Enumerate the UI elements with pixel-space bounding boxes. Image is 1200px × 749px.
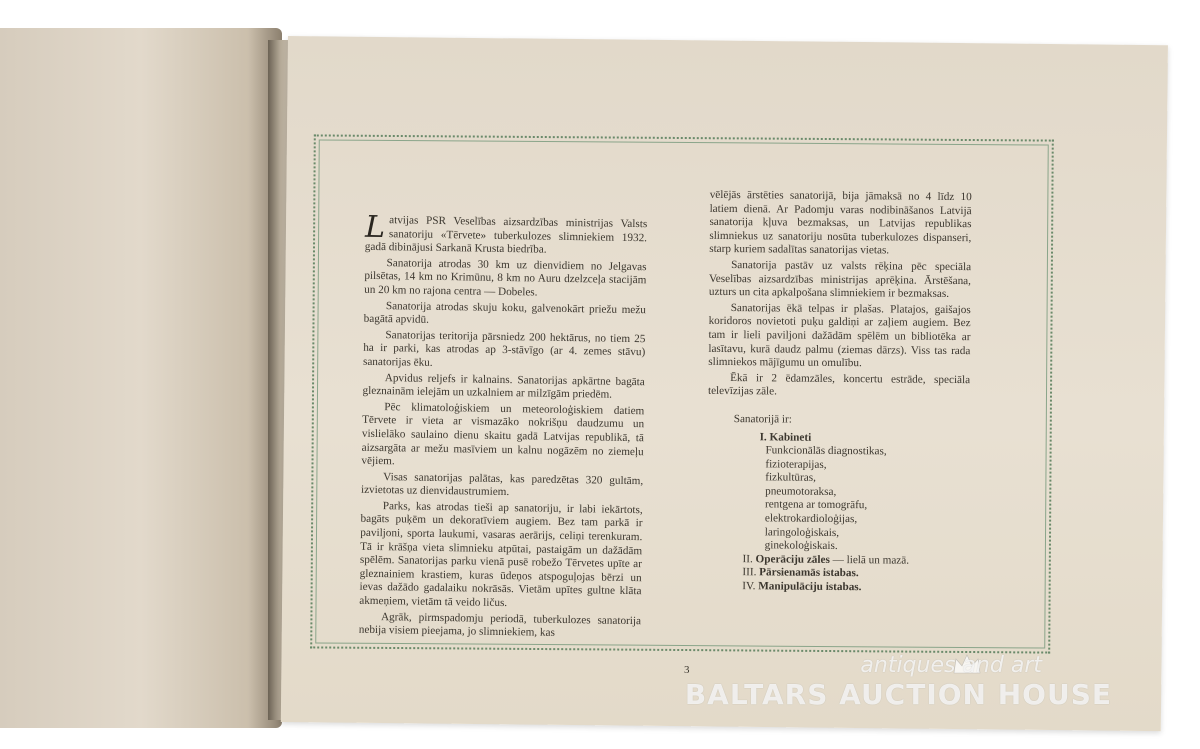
paragraph: Parks, kas atrodas tieši ap sanatoriju, ir labi iekārtots, bagāts puķēm un dekoratīviem augiem. Bez tam parkā ir paviljoni, sporta laukumi, vasaras aerārijs, celiņi terenkuram. Tā ir krāšņa vieta slimnieku atpūtai, pastaigām un dažādām spēlēm. Sanatorijas parku vienā pusē robežo Tērvetes upīte ar gleznainiem krastiem, kuras ūdeņos atspoguļojas bērzi un ievas dažādo gadalaiku nokrāsās. Vietām upītes gultne klāta akmeņiem, vietām tā veido ličus. [359, 499, 643, 610]
facilities-title: Sanatorijā ir: [733, 412, 792, 426]
right-text-column [706, 189, 972, 596]
paragraph: vēlējās ārstēties sanatorijā, bija jāmaksā no 4 līdz 10 latiem dienā. Ar Padomju varas nodibināšanos Latvijā sanatorija kļuva bezmaksas, un Latvijas republikas slimniekus uz sanatoriju nosūta tuberkulozes dispanseri, starp kuriem sadalītas sanatorijas vietas. [709, 188, 972, 257]
list-item: Funkcionālās diagnostikas, [765, 444, 887, 458]
watermark-line1: antiques and art [860, 653, 1042, 678]
paragraph: Apvidus reljefs ir kalnains. Sanatorijas apkārtne bagāta gleznainām ielejām un uzkalniem ar milzīgām priedēm. [362, 371, 645, 401]
room-item: III. Pārsienamās istabas. [742, 566, 859, 580]
cabinets-heading: I. Kabineti [759, 430, 812, 444]
room-item: IV. Manipulāciju istabas. [742, 580, 862, 594]
paragraph: Sanatorija atrodas 30 km uz dienvidiem no Jelgavas pilsētas, 14 km no Krimūnu, 8 km no Auru dzelzceļa stacijām un 20 km no rajona centra — Dobeles. [364, 256, 647, 299]
list-item: laringoloģiskais, [764, 526, 840, 539]
list-item: fizkultūras, [765, 471, 816, 485]
left-text-column [358, 209, 648, 644]
paragraph: Agrāk, pirmspadomju periodā, tuberkulozes sanatorija nebija visiem pieejama, jo slimniekiem, kas [358, 610, 642, 640]
watermark-line2: BALTARS AUCTION HOUSE [684, 678, 1112, 711]
paragraph: Sanatorijas ēkā telpas ir plašas. Platajos, gaišajos koridoros novietoti puķu galdiņi ar zaļiem augiem. Bez tam ir lieli paviljoni dažādām spēlēm un bibliotēka ar lasītavu, kurā daudz palmu (ziemas dārzs). Viss tas rada slimniekos mājīgumu un omulību. [708, 301, 971, 370]
paragraph: Latvijas PSR Veselības aizsardzības ministrijas Valsts sanatoriju «Tērvete» tuberkulozes slimniekiem 1932. gadā dibinājusi Sarkanā Krusta biedrība. [364, 209, 648, 256]
room-item: II. Operāciju zāles — lielā un mazā. [742, 553, 910, 567]
paragraph: Visas sanatorijas palātas, kas paredzētas 320 gultām, izvietotas uz dienvidaustrumiem. [360, 470, 644, 499]
page-number: 3 [684, 664, 690, 676]
list-item: rentgena ar tomogrāfu, [764, 498, 868, 512]
watermark [685, 653, 1112, 711]
paragraph: Sanatorijas teritorija pārsniedz 200 hektārus, no tiem 25 ha ir parki, kas atrodas ap 3-stāvīgo (ar 4. zemes stāvu) sanatorijas ēku. [362, 328, 646, 369]
list-item: ginekoloģiskais. [764, 539, 838, 553]
list-item: pneumotoraksa, [765, 485, 837, 498]
list-item: fizioterapijas, [765, 458, 827, 471]
cabinets-list [765, 444, 970, 555]
paragraph: Ēkā ir 2 ēdamzāles, koncertu estrāde, speciāla televīzijas zāle. [707, 371, 971, 398]
drop-cap: L [364, 209, 386, 246]
list-item: elektrokardioloģijas, [764, 512, 858, 526]
left-page [0, 28, 282, 728]
paragraph: Sanatorija pastāv uz valsts rēķina pēc speciāla Veselības aizsardzības ministrijas aprēķina. Ārstēšana, uzturs un cita apkalpošana slimniekiem ir bezmaksas. [708, 259, 972, 301]
paragraph: Pēc klimatoloģiskiem un meteoroloģiskiem datiem Tērvete ir vieta ar vismazāko nokrišņu daudzumu un vislielāko saulaino dienu skaitu gadā Latvijas republikā, tā aizsargāta ar mežu masīviem un kalnu nogāzēm no ziemeļu vējiem. [361, 400, 645, 468]
paragraph: Sanatorija atrodas skuju koku, galvenokārt priežu mežu bagātā apvidū. [363, 299, 646, 326]
